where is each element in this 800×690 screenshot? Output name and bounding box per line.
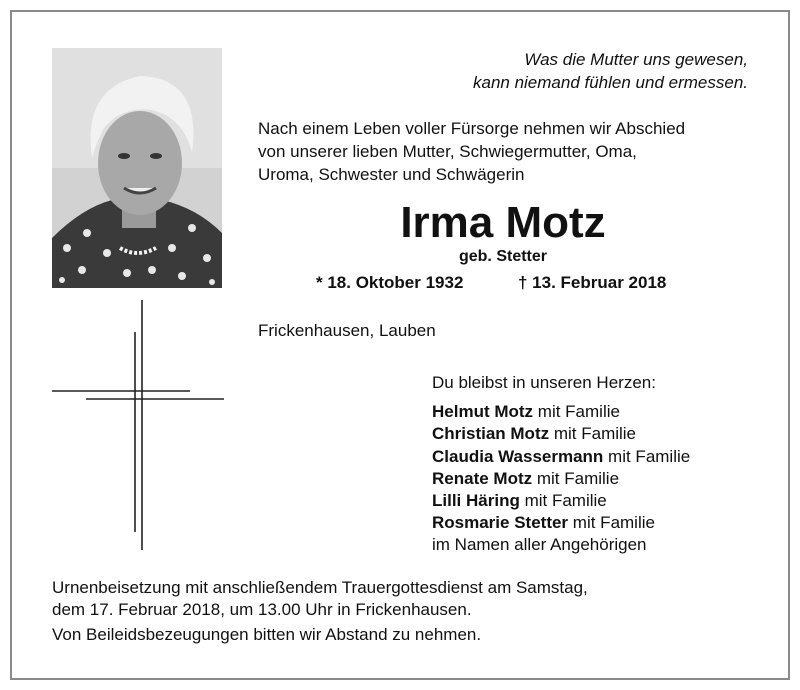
deceased-name: Irma Motz (400, 198, 606, 247)
quote-line: kann niemand fühlen und ermessen. (472, 73, 748, 92)
mourner-entry (432, 512, 690, 534)
farewell-line: Nach einem Leben voller Fürsorge nehmen wir Abschied (258, 119, 686, 138)
maiden-name: geb. Stetter (458, 248, 547, 265)
farewell-line: Uroma, Schwester und Schwägerin (258, 165, 525, 184)
farewell-text (258, 117, 748, 186)
death-date: † 13. Februar 2018 (518, 273, 667, 292)
mourners-intro: Du bleibst in unseren Herzen: (432, 373, 656, 392)
funeral-line: dem 17. Februar 2018, um 13.00 Uhr in Frickenhausen. (52, 600, 472, 619)
mourner-entry (432, 401, 690, 423)
birth-date: * 18. Oktober 1932 (316, 273, 464, 292)
mourner-name: Renate Motz (432, 468, 533, 488)
quote-line: Was die Mutter uns gewesen, (524, 50, 748, 69)
portrait-photo (52, 48, 222, 288)
mourner-suffix: mit Familie (524, 491, 607, 511)
mourner-name: Lilli Häring (432, 491, 520, 511)
mourners-closing: im Namen aller Angehörigen (432, 535, 647, 555)
mourners-list (432, 372, 690, 557)
mourner-name: Helmut Motz (432, 402, 534, 422)
mourner-entry (432, 468, 690, 490)
mourner-entry (432, 423, 690, 445)
mourner-suffix: mit Familie (572, 513, 655, 533)
mourner-name: Rosmarie Stetter (432, 513, 569, 533)
mourner-suffix: mit Familie (537, 402, 620, 422)
memorial-quote (368, 48, 748, 94)
mourner-suffix: mit Familie (553, 424, 637, 444)
farewell-line: von unserer lieben Mutter, Schwiegermutter, Oma, (258, 142, 637, 161)
funeral-line: Urnenbeisetzung mit anschließendem Trauergottesdienst am Samstag, (52, 578, 588, 597)
cross-icon (48, 300, 228, 557)
residence-places: Frickenhausen, Lauben (258, 321, 436, 340)
mourner-suffix: mit Familie (608, 446, 691, 466)
mourner-name: Claudia Wassermann (432, 446, 604, 466)
mourner-entry (432, 490, 690, 512)
mourner-entry (432, 446, 690, 468)
mourner-suffix: mit Familie (536, 468, 620, 488)
mourner-name: Christian Motz (432, 424, 550, 444)
funeral-info (52, 577, 752, 646)
condolence-note: Von Beileidsbezeugungen bitten wir Abstand zu nehmen. (52, 625, 482, 644)
